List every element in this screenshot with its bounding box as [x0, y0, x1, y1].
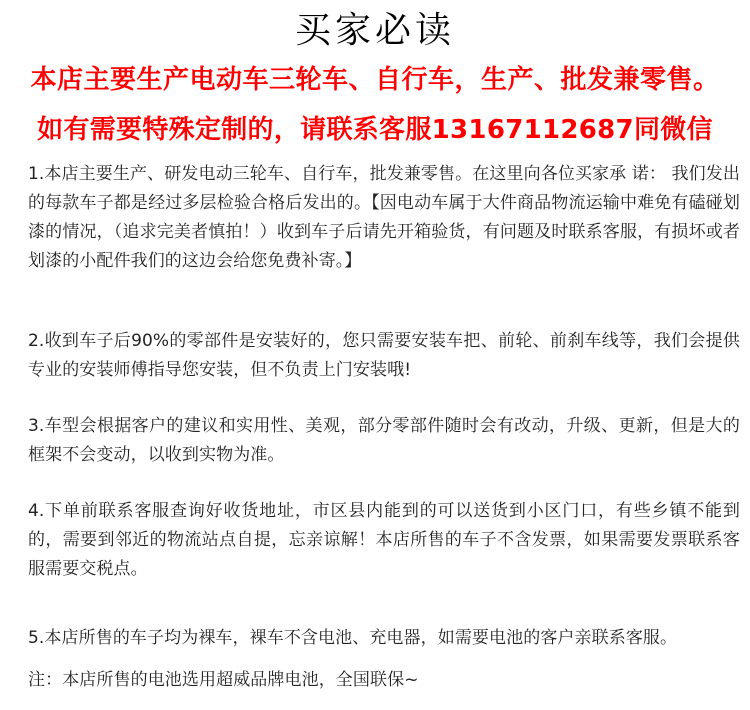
highlight-line-custom-order: 如有需要特殊定制的，请联系客服13167112687同微信 — [37, 115, 713, 145]
notice-paragraph-1: 1.本店主要生产、研发电动三轮车、自行车，批发兼零售。在这里向各位买家承 诺： 我们发出的每款车子都是经过多层检验合格后发出的。【因电动车属于大件商品物流运输中难免有磕碰划漆的情况，（追求完美者慎拍！）收到车子后请先开箱验货，有问题及时联系客服，有损坏或者划漆的小配件我们的这边会给您免费补寄。】 — [28, 164, 740, 271]
page-title: 买家必读 — [294, 10, 455, 51]
notice-paragraph-4: 4.下单前联系客服查询好收货地址，市区县内能到的可以送货到小区门口，有些乡镇不能到的，需要到邻近的物流站点自提，忘亲谅解！本店所售的车子不含发票，如果需要发票联系客服需要交税点。 — [28, 501, 740, 579]
notice-paragraph-3: 3.车型会根据客户的建议和实用性、美观，部分零部件随时会有改动，升级、更新，但是大的框架不会变动，以收到实物为准。 — [28, 416, 740, 465]
battery-note: 注：本店所售的电池选用超威品牌电池，全国联保~ — [28, 670, 419, 690]
notice-paragraph-2: 2.收到车子后90%的零部件是安装好的，您只需要安装车把、前轮、前刹车线等，我们会提供专业的安装师傅指导您安装，但不负责上门安装哦! — [28, 331, 740, 380]
notice-paragraph-5: 5.本店所售的车子均为裸车，裸车不含电池、充电器，如需要电池的客户亲联系客服。 — [28, 628, 678, 648]
highlight-line-products: 本店主要生产电动车三轮车、自行车，生产、批发兼零售。 — [30, 65, 720, 95]
